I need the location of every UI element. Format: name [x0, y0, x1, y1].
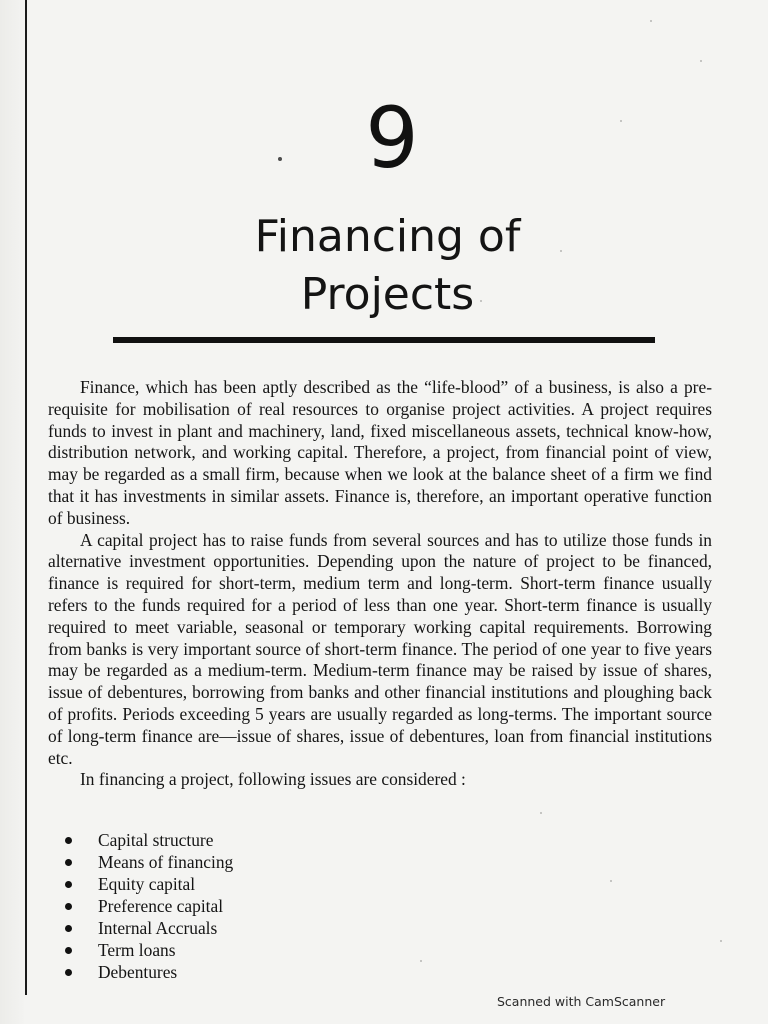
list-item: Term loans	[65, 939, 233, 961]
paragraph-intro: Finance, which has been aptly described as the “life-blood” of a business, is also a pre-requisite for mobilisation of real resources to organise project activities. A project requires funds to invest in plant and machinery, land, fixed miscellaneous assets, technical know-how, distribution network, and working capital. Therefore, a project, from financial point of view, may be regarded as a small firm, because when we look at the balance sheet of a firm we find that it has investments in similar assets. Finance is, therefore, an important operative function of business.	[48, 377, 712, 528]
title-rule	[113, 337, 655, 343]
chapter-number: 9	[365, 89, 419, 187]
list-item: Means of financing	[65, 851, 233, 873]
bullet-icon	[65, 969, 72, 976]
list-item: Capital structure	[65, 829, 233, 851]
bullet-icon	[65, 859, 72, 866]
bullet-icon	[65, 925, 72, 932]
paragraph-issues-lead: In financing a project, following issues are considered :	[80, 769, 466, 790]
list-item: Preference capital	[65, 895, 233, 917]
bullet-icon	[65, 881, 72, 888]
scanner-watermark: Scanned with CamScanner	[497, 994, 666, 1009]
chapter-body	[48, 377, 712, 791]
issues-list	[65, 829, 233, 983]
list-item: Internal Accruals	[65, 917, 233, 939]
bullet-icon	[65, 837, 72, 844]
chapter-title-line-2: Projects	[300, 269, 475, 320]
paragraph-capital-project: A capital project has to raise funds from several sources and has to utilize those funds in alternative investment opportunities. Depending upon the nature of project to be financed, finance is required for short-term, medium term and long-term. Short-term finance usually refers to the funds required for a period of less than one year. Short-term finance is usually required to meet variable, seasonal or temporary working capital requirements. Borrowing from banks is very important source of short-term finance. The period of one year to five years may be regarded as a medium-term. Medium-term finance may be raised by issue of shares, issue of debentures, borrowing from banks and other financial institutions and ploughing back of profits. Periods exceeding 5 years are usually regarded as long-terms. The important source of long-term finance are—issue of shares, issue of debentures, loan from financial institutions etc.	[48, 529, 712, 768]
list-item: Debentures	[65, 961, 233, 983]
bullet-icon	[65, 947, 72, 954]
chapter-title	[190, 208, 585, 324]
bullet-icon	[65, 903, 72, 910]
chapter-title-line-1: Financing of	[254, 211, 521, 262]
list-item: Equity capital	[65, 873, 233, 895]
